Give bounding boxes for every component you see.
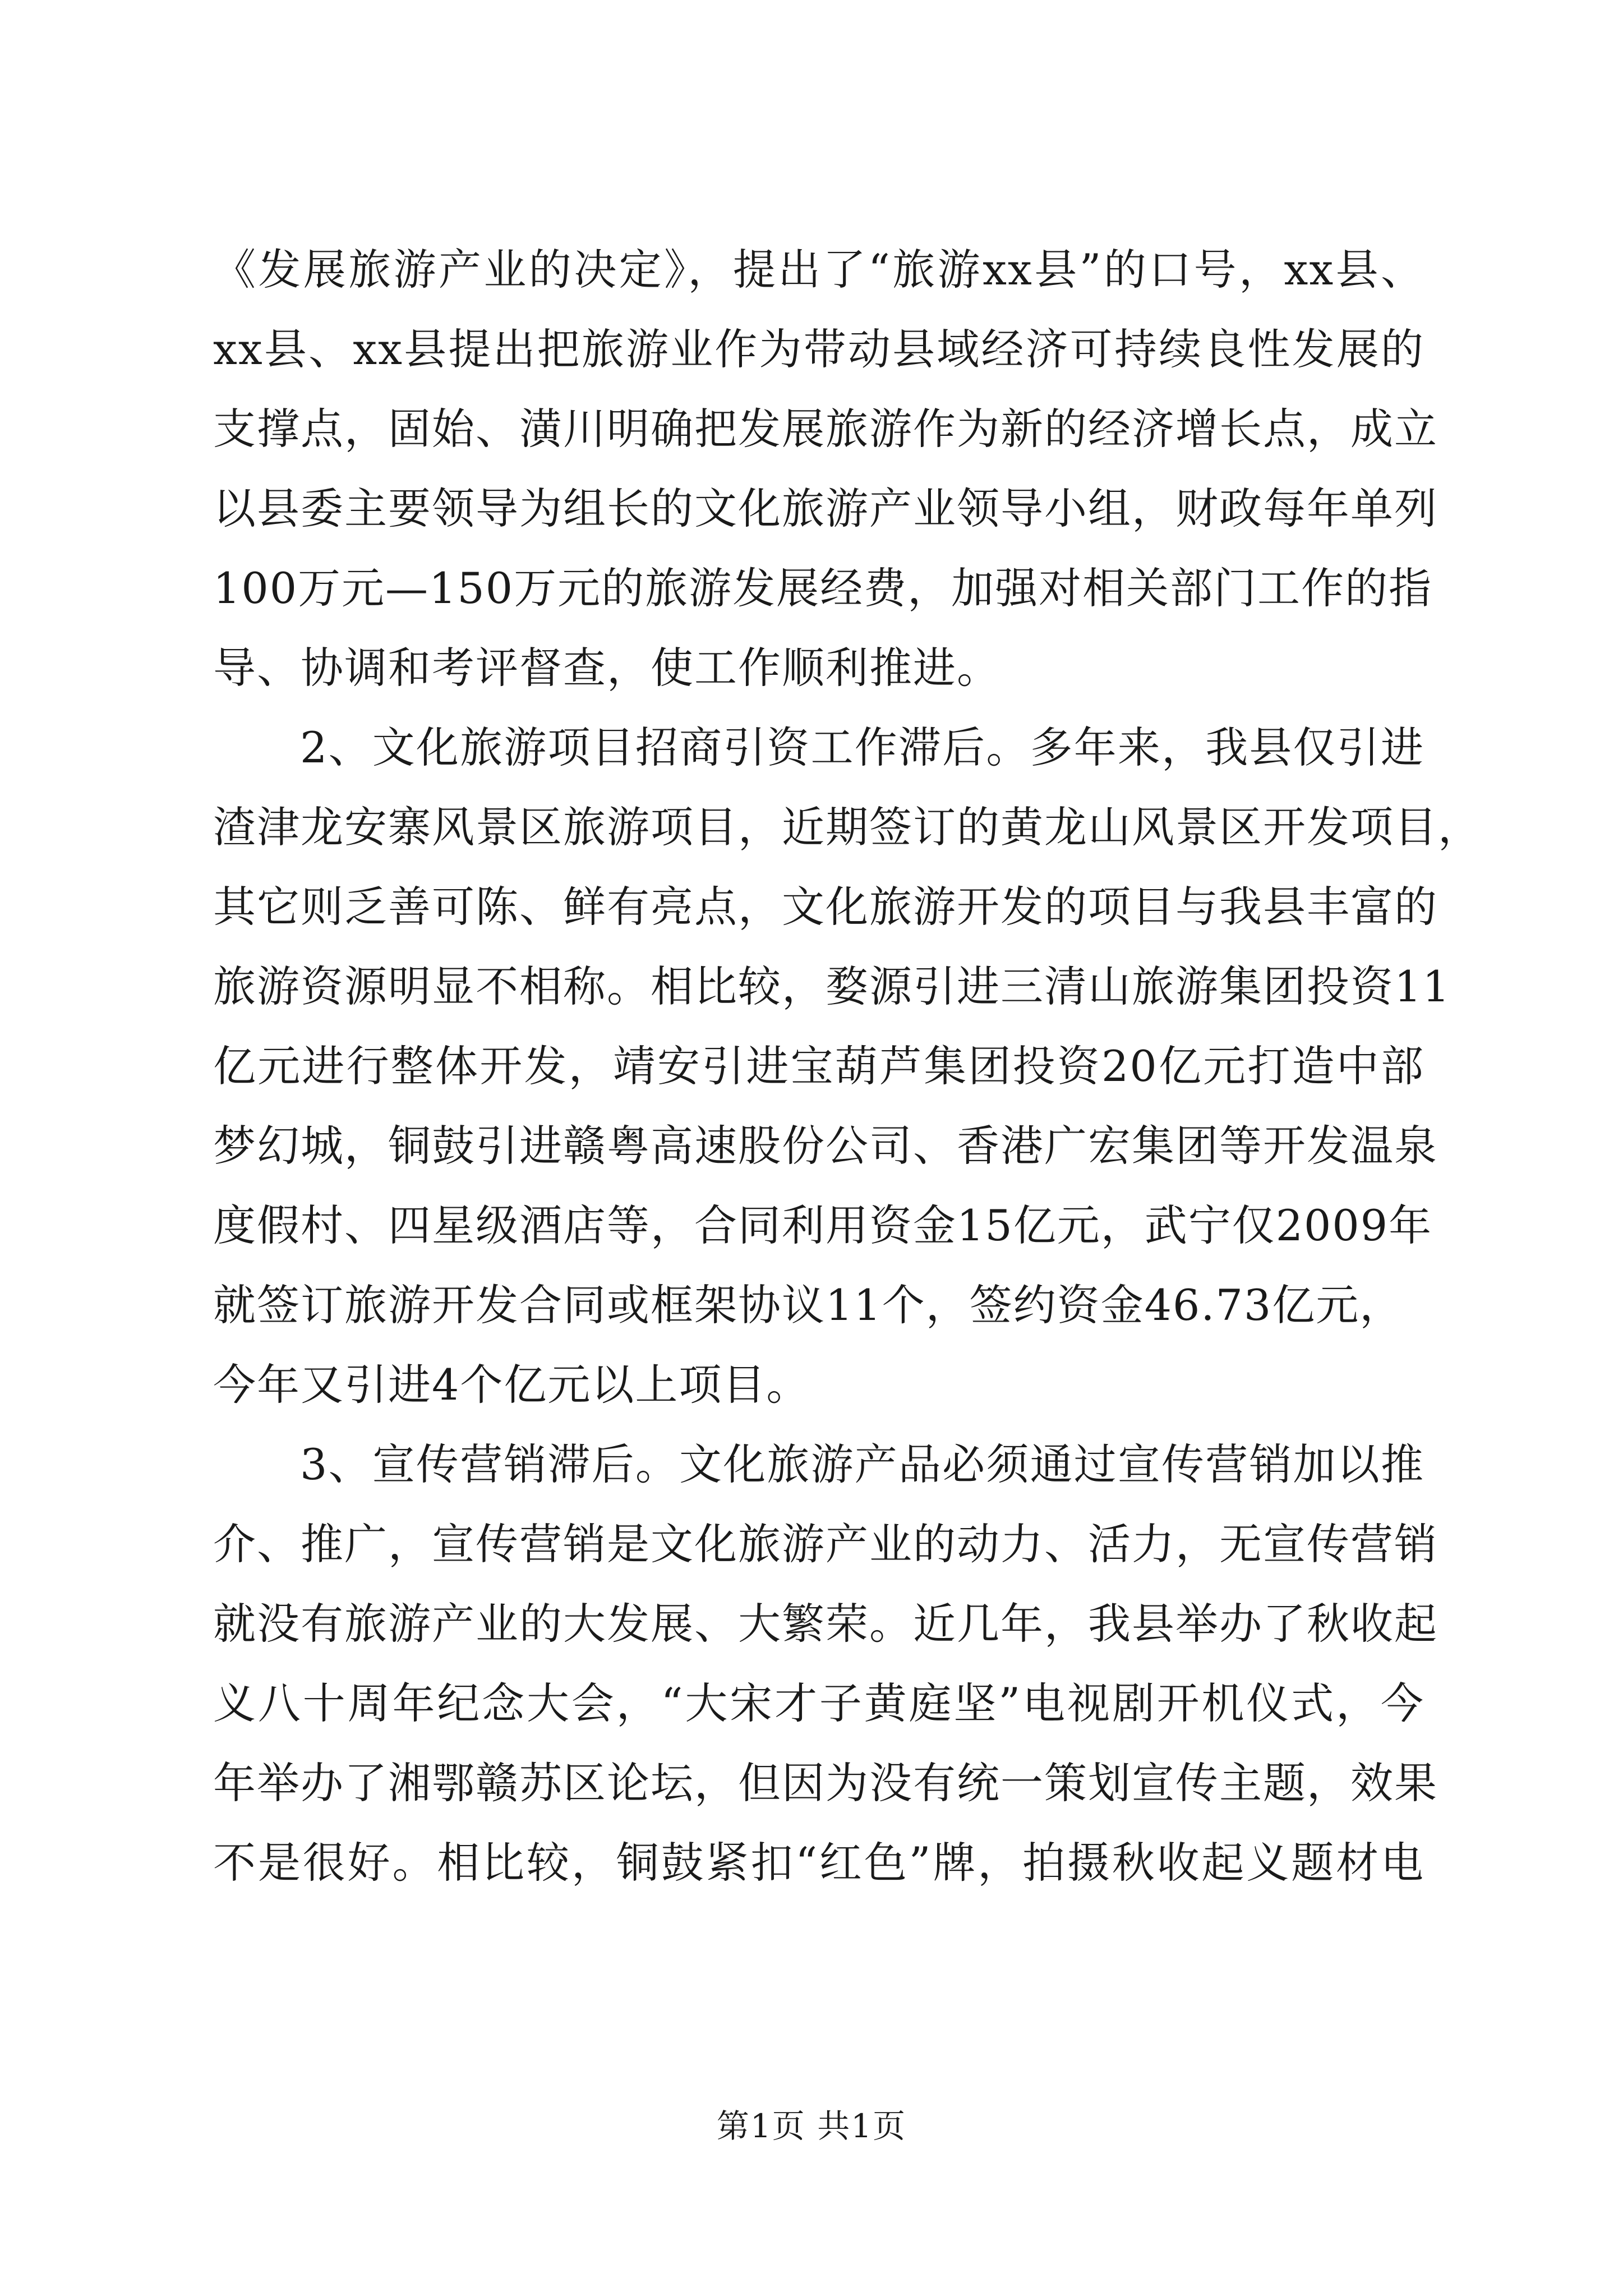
text-line: 旅游资源明显不相称。相比较，婺源引进三清山旅游集团投资11 xyxy=(213,961,1451,1011)
text-line: 义八十周年纪念大会，“大宋才子黄庭坚”电视剧开机仪式，今 xyxy=(213,1678,1424,1728)
text-line: 《发展旅游产业的决定》，提出了“旅游xx县”的口号，xx县、 xyxy=(213,245,1424,295)
text-line: 支撑点，固始、潢川明确把发展旅游作为新的经济增长点，成立 xyxy=(213,404,1438,454)
page-number-label: 第1页 共1页 xyxy=(716,2107,907,2145)
text-line: 梦幻城，铜鼓引进赣粤高速股份公司、香港广宏集团等开发温泉 xyxy=(213,1121,1438,1171)
body-text xyxy=(213,230,1482,1903)
text-line: xx县、xx县提出把旅游业作为带动县域经济可持续良性发展的 xyxy=(213,324,1424,374)
text-line: 就没有旅游产业的大发展、大繁荣。近几年，我县举办了秋收起 xyxy=(213,1599,1438,1649)
text-line: 介、推广，宣传营销是文化旅游产业的动力、活力，无宣传营销 xyxy=(213,1519,1438,1569)
text-line: 今年又引进4个亿元以上项目。 xyxy=(213,1360,810,1410)
text-line: 其它则乏善可陈、鲜有亮点，文化旅游开发的项目与我县丰富的 xyxy=(213,882,1438,932)
text-line: 不是很好。相比较，铜鼓紧扣“红色”牌，拍摄秋收起义题材电 xyxy=(213,1838,1424,1888)
text-line: 导、协调和考评督查，使工作顺利推进。 xyxy=(213,643,1000,693)
text-line: 渣津龙安寨风景区旅游项目，近期签订的黄龙山风景区开发项目， xyxy=(213,802,1482,852)
paragraph-start-line: 2、文化旅游项目招商引资工作滞后。多年来，我县仅引进 xyxy=(300,723,1424,772)
text-line: 年举办了湘鄂赣苏区论坛，但因为没有统一策划宣传主题，效果 xyxy=(213,1758,1438,1808)
text-line: 就签订旅游开发合同或框架协议11个，签约资金46.73亿元， xyxy=(213,1280,1404,1330)
text-line: 100万元—150万元的旅游发展经费，加强对相关部门工作的指 xyxy=(213,563,1433,613)
text-line: 以县委主要领导为组长的文化旅游产业领导小组，财政每年单列 xyxy=(213,484,1438,533)
text-line: 亿元进行整体开发，靖安引进宝葫芦集团投资20亿元打造中部 xyxy=(213,1041,1424,1091)
text-line: 度假村、四星级酒店等，合同利用资金15亿元，武宁仅2009年 xyxy=(213,1200,1433,1250)
page-footer xyxy=(0,2104,1623,2148)
paragraph-start-line: 3、宣传营销滞后。文化旅游产品必须通过宣传营销加以推 xyxy=(300,1439,1424,1489)
